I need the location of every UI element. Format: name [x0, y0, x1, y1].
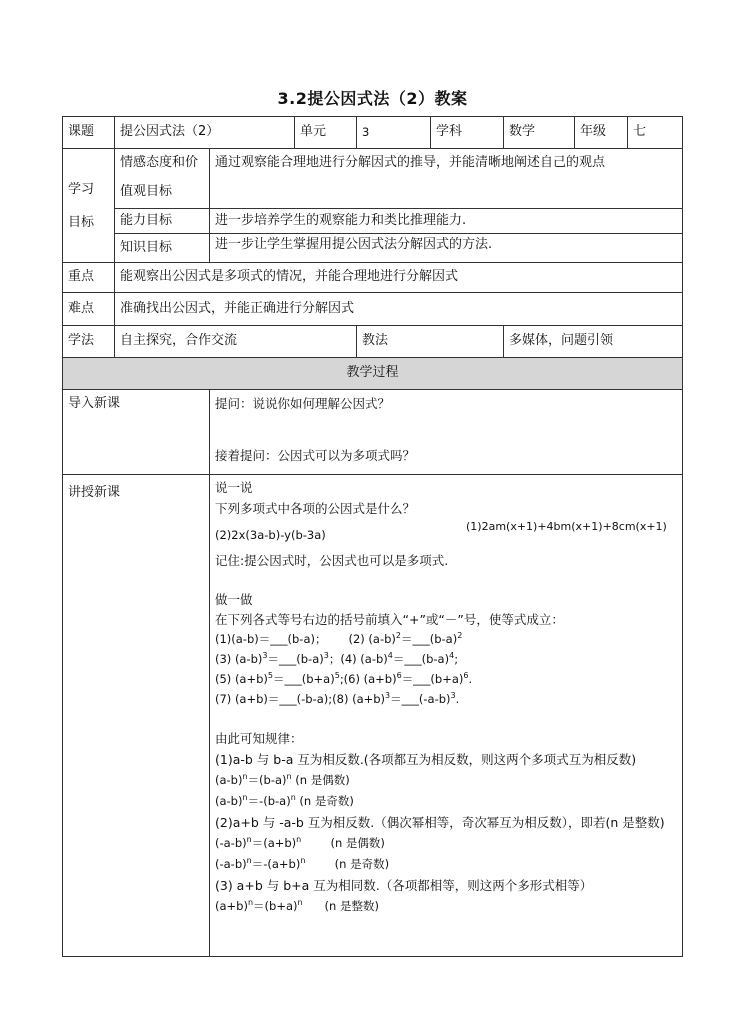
intro-question-2: 接着提问：公因式可以为多项式吗？ [215, 447, 416, 463]
teach-label: 讲授新课 [63, 475, 210, 957]
page-title: 3.2提公因式法（2）教案 [277, 89, 468, 108]
ability-goal: 进一步培养学生的观察能力和类比推理能力. [210, 209, 683, 234]
method-row [63, 326, 683, 358]
unit-value: 3 [357, 117, 431, 149]
difficulty-row [63, 293, 683, 326]
difficulty-label: 难点 [63, 293, 115, 326]
topic-value: 提公因式法（2） [115, 117, 295, 149]
ability-label: 能力目标 [115, 209, 210, 234]
intro-question-1: 提问：说说你如何理解公因式？ [215, 396, 391, 411]
goal-ability-row [63, 209, 683, 234]
goal-knowledge-row [63, 234, 683, 263]
info-row [63, 117, 683, 149]
process-header-row [63, 358, 683, 390]
subject-label: 学科 [431, 117, 504, 149]
say-title: 说一说 [215, 480, 253, 495]
difficulty-text: 准确找出公因式，并能正确进行分解因式 [115, 293, 683, 326]
focus-text: 能观察出公因式是多项式的情况，并能合理地进行分解因式 [115, 263, 683, 293]
teach-method: 多媒体，问题引领 [504, 326, 683, 358]
teach-row [63, 475, 683, 957]
affect-label: 情感态度和价 值观目标 [115, 149, 210, 209]
rule-2-even: $(-a-b)^n=(a+b)^n$ (n 是偶数) [215, 835, 385, 850]
exercise-7-8: (7) (a+b)＝___(-b-a);(8) $(a+b)^3=\_\_\_(-a-b)^3$. [215, 691, 460, 706]
grade-value: 七 [628, 117, 683, 149]
exercise-5-6: (5) $(a+b)^5=\_\_\_(b+a)^5;(6)$ $(a+b)^6=\_\_\_(b+a)^6$. [215, 671, 473, 686]
knowledge-label: 知识目标 [115, 234, 210, 263]
rule-3-formula: $(a+b)^n=(b+a)^n$ (n 是整数) [215, 898, 379, 913]
learn-method-label: 学法 [63, 326, 115, 358]
rule-title: 由此可知规律： [215, 731, 303, 746]
rule-1-even: $(a-b)^n=(b-a)^n$ (n 是偶数) [215, 772, 350, 787]
intro-row [63, 390, 683, 475]
intro-label: 导入新课 [63, 390, 210, 475]
do-title: 做一做 [215, 592, 253, 607]
note: 记住:提公因式时，公因式也可以是多项式. [215, 553, 449, 568]
process-header: 教学过程 [63, 358, 683, 390]
rule-1-odd: $(a-b)^n=-(b-a)^n$ (n 是奇数) [215, 793, 354, 808]
goals-label: 学习 目标 [63, 149, 115, 263]
lesson-plan-table [62, 116, 683, 957]
exercise-1-2: (1)(a-b)＝___(b-a)； (2) $(a-b)^2=\_\_\_(b-a)^2$ [215, 631, 463, 646]
focus-row [63, 263, 683, 293]
rule-3: (3) a+b 与 b+a 互为相同数.（各项都相等，则这两个多形式相等） [215, 878, 593, 893]
question-1: (1)2am(x+1)+4bm(x+1)+8cm(x+1) [466, 520, 667, 533]
rule-2: (2)a+b 与 -a-b 互为相反数.（偶次幂相等，奇次幂互为相反数），即若(n 是整数) [215, 815, 665, 830]
goal-affect-row [63, 149, 683, 209]
subject-value: 数学 [504, 117, 575, 149]
teach-method-label: 教法 [357, 326, 504, 358]
teach-content [210, 475, 683, 957]
learn-method: 自主探究，合作交流 [115, 326, 357, 358]
knowledge-goal: 进一步让学生掌握用提公因式法分解因式的方法. [210, 234, 683, 263]
rule-1: (1)a-b 与 b-a 互为相反数.(各项都互为相反数，则这两个多项式互为相反数) [215, 752, 637, 767]
do-intro: 在下列各式等号右边的括号前填入“+”或“－”号，使等式成立： [215, 612, 564, 627]
say-question: 下列多项式中各项的公因式是什么？ [215, 501, 416, 516]
rule-2-odd: $(-a-b)^n=-(a+b)^n$ (n 是奇数) [215, 856, 390, 871]
question-2: (2)2x(3a-b)-y(b-3a) [215, 528, 326, 542]
unit-label: 单元 [295, 117, 357, 149]
focus-label: 重点 [63, 263, 115, 293]
exercise-3-4: (3) $(a-b)^3=\_\_\_(b-a)^3$；(4) $(a-b)^4=\_\_\_(b-a)^4$; [215, 651, 459, 666]
intro-content [210, 390, 683, 475]
affect-goal: 通过观察能合理地进行分解因式的推导，并能清晰地阐述自己的观点 [210, 149, 683, 209]
grade-label: 年级 [575, 117, 628, 149]
topic-label: 课题 [63, 117, 115, 149]
